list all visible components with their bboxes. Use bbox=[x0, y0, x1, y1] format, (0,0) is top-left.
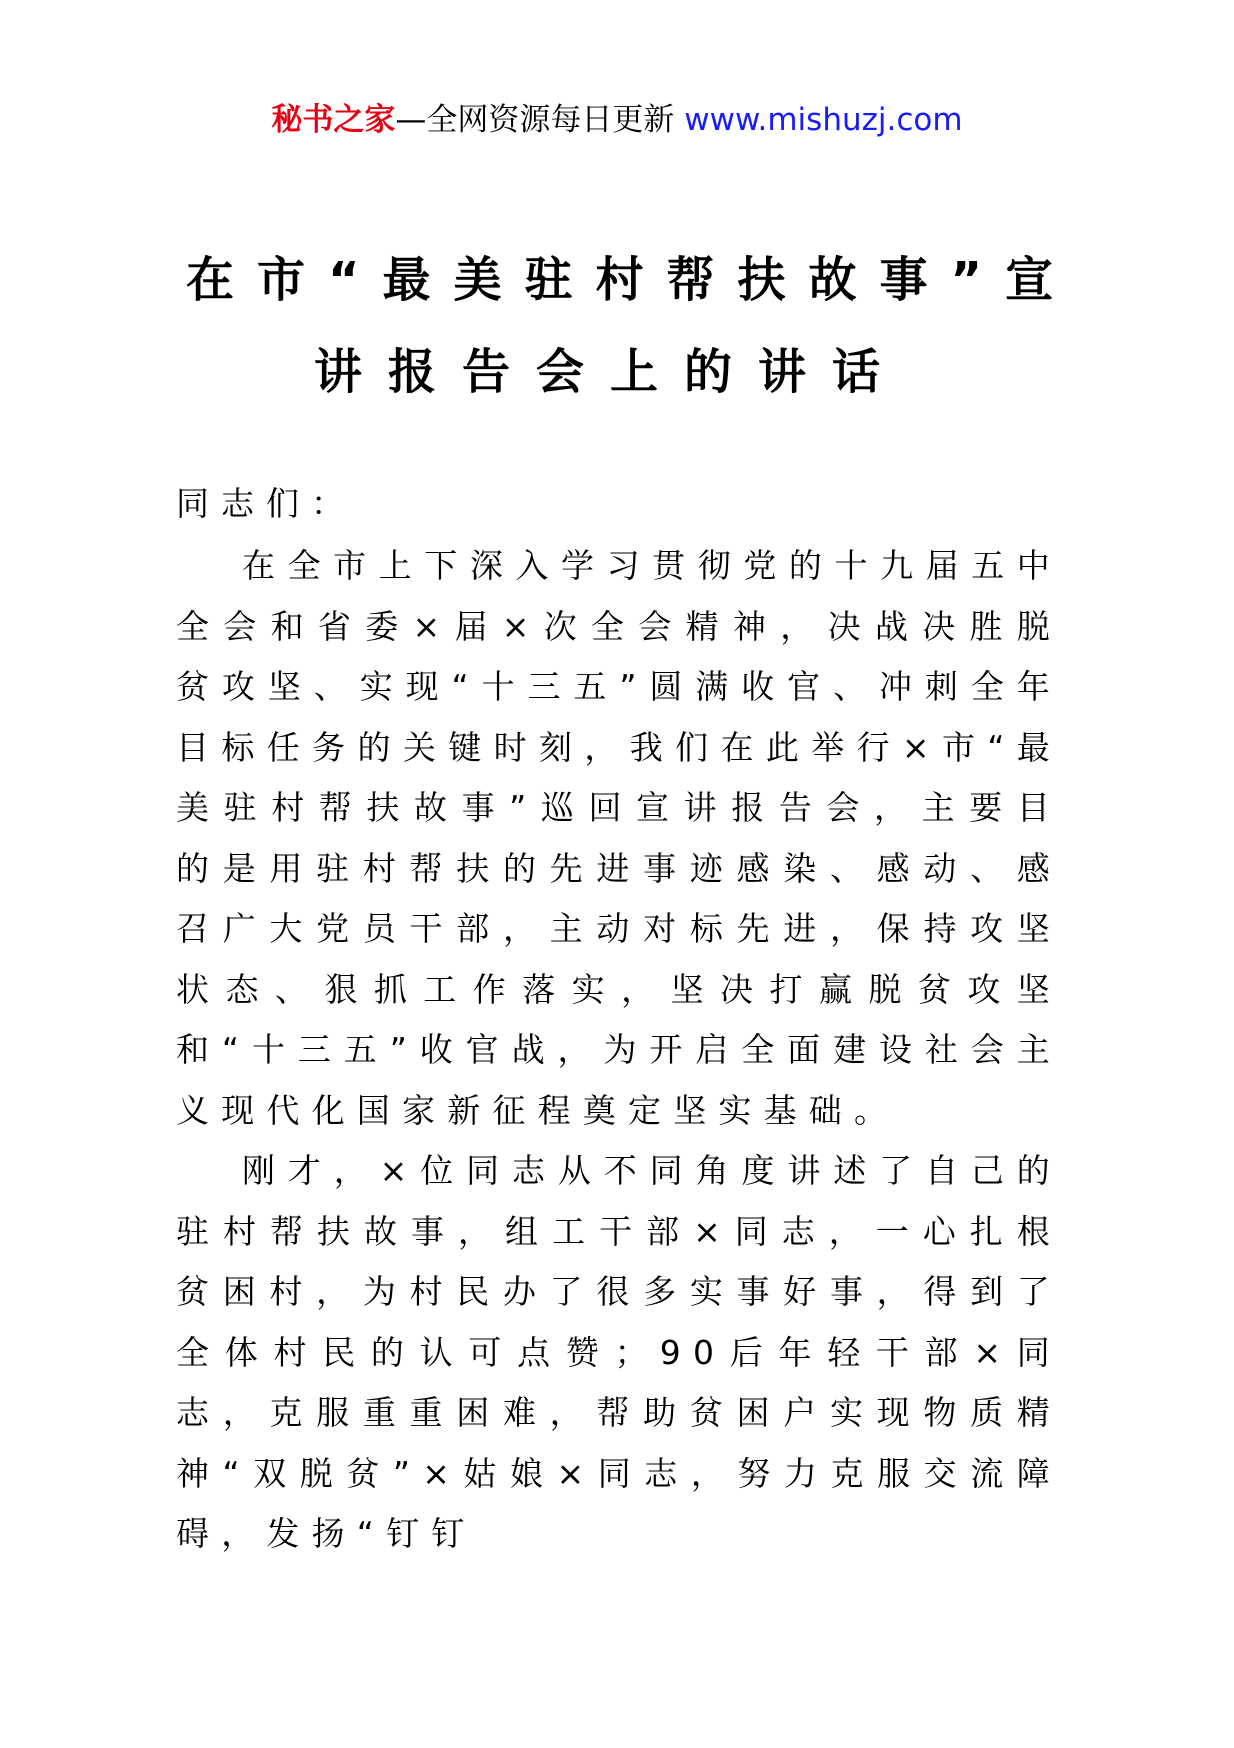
body-paragraph-2: 刚才，×位同志从不同角度讲述了自己的驻村帮扶故事，组工干部×同志，一心扎根贫困村，为村民办了很多实事好事，得到了全体村民的认可点赞；90后年轻干部×同志，克服重重困难，帮助贫困户实现物质精神“双脱贫”×姑娘×同志，努力克服交流障碍，发扬“钉钉 bbox=[176, 1151, 1062, 1553]
document-title-line-1: 在市“最美驻村帮扶故事”宣 bbox=[186, 252, 1077, 308]
greeting: 同志们： bbox=[176, 484, 356, 523]
header-tagline: —全网资源每日更新 bbox=[395, 102, 675, 138]
brand-name: 秘书之家 bbox=[271, 102, 396, 138]
document-title-line-2: 讲报告会上的讲话 bbox=[313, 344, 906, 400]
body-paragraph-1: 在全市上下深入学习贯彻党的十九届五中全会和省委×届×次全会精神，决战决胜脱贫攻坚、实现“十三五”圆满收官、冲刺全年目标任务的关键时刻，我们在此举行×市“最美驻村帮扶故事”巡回宣讲报告会，主要目的是用驻村帮扶的先进事迹感染、感动、感召广大党员干部，主动对标先进，保持攻坚状态、狠抓工作落实，坚决打赢脱贫攻坚和“十三五”收官战，为开启全面建设社会主义现代化国家新征程奠定坚实基础。 bbox=[176, 546, 1062, 1130]
site-header bbox=[0, 100, 1234, 140]
site-url-link[interactable]: www.mishuzj.com bbox=[684, 102, 963, 138]
